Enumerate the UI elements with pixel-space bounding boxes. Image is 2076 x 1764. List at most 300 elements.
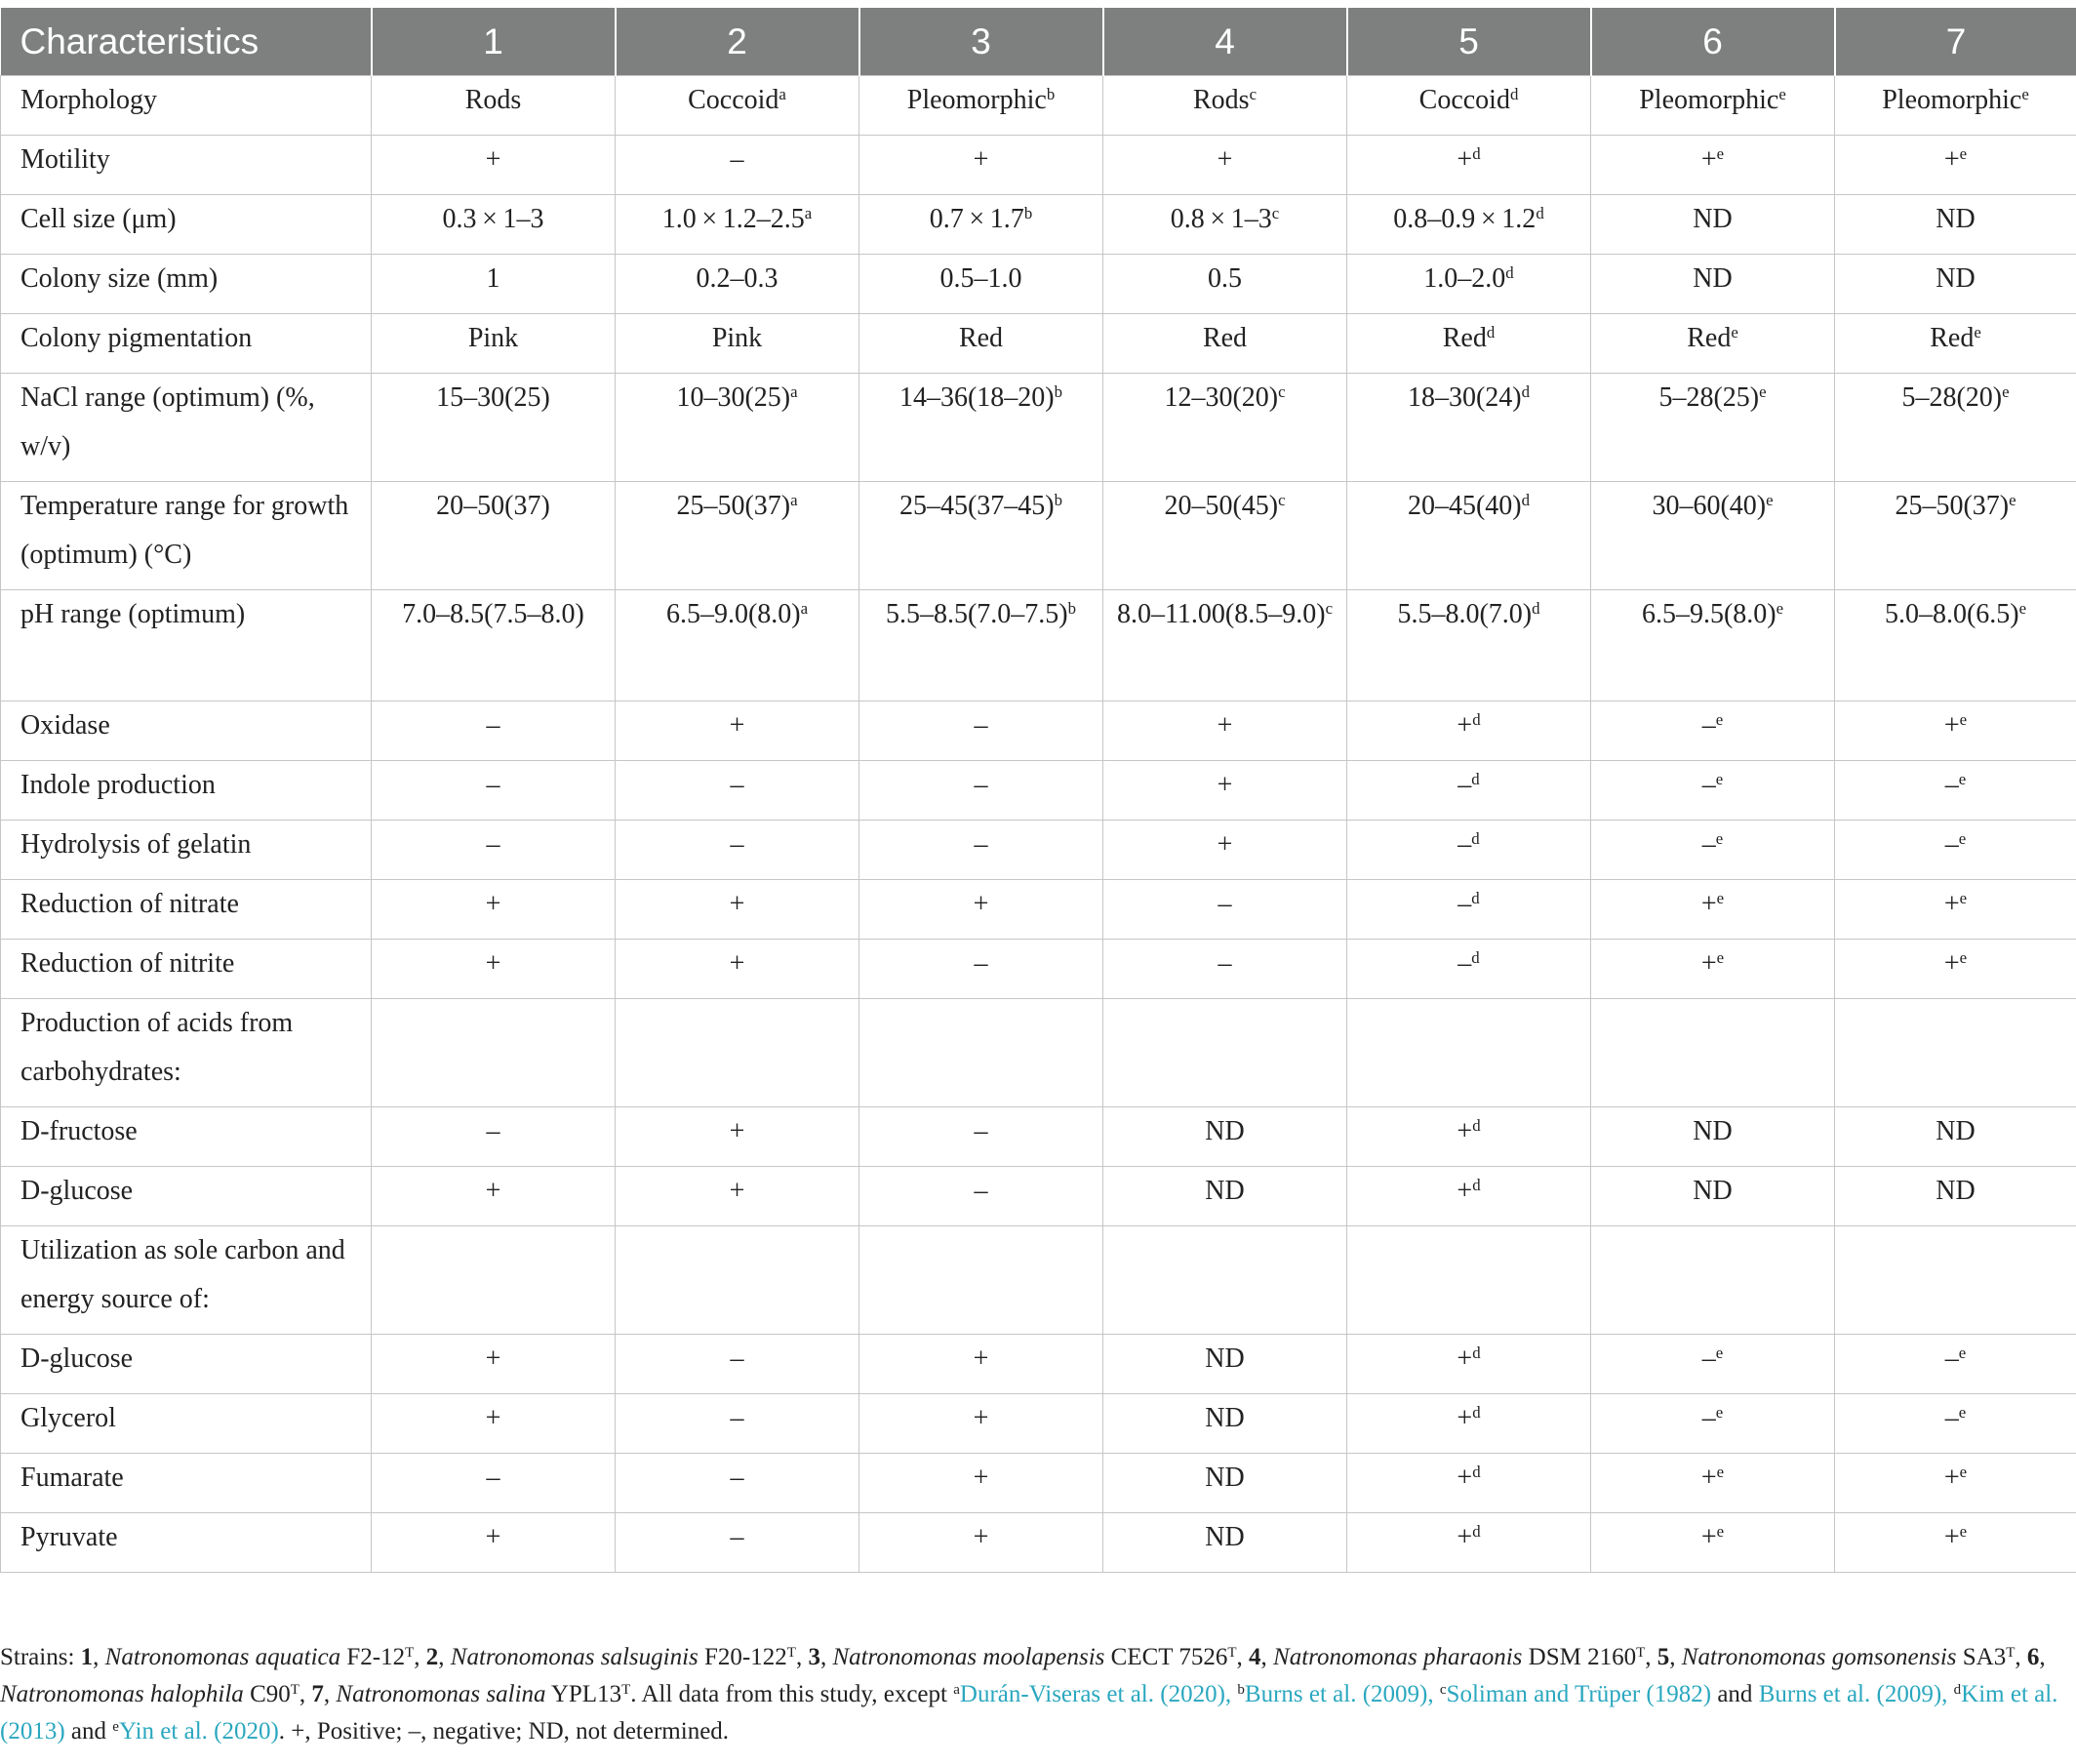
table-cell [1591,195,1835,255]
table-row [1,482,2076,590]
table-cell [859,590,1103,702]
strain-type-marker: T [786,1644,796,1661]
cell-footnote-marker: e [1715,1402,1724,1422]
cell-footnote-marker: e [1715,828,1724,848]
cell-value: 0.5 [1208,263,1242,294]
table-cell [1835,136,2076,195]
cell-value: + [1457,710,1473,741]
table-cell [372,1167,616,1226]
cell-value: – [1701,1343,1716,1374]
row-label: Utilization as sole carbon and energy source of: [1,1226,372,1335]
table-cell [616,136,859,195]
table-cell [1347,1167,1591,1226]
cell-value: – [730,829,744,860]
cell-value: + [973,144,989,175]
cell-footnote-marker: e [1958,1402,1967,1422]
table-cell [1591,1454,1835,1513]
cell-value: + [1457,1463,1473,1493]
cell-value: 25–45(37–45) [898,491,1055,521]
row-label: Indole production [1,761,372,821]
table-cell [1835,1394,2076,1454]
cell-value: 5.0–8.0(6.5) [1884,599,2019,629]
cell-value: ND [1936,1116,1976,1146]
cell-value: – [486,770,500,800]
table-cell [1347,761,1591,821]
cell-value: – [730,1343,744,1374]
table-cell [1835,702,2076,761]
table-body [1,76,2076,1573]
table-cell [1835,1513,2076,1573]
cell-footnote-marker: e [1959,1462,1968,1481]
strain-species: gomsonensis [1831,1644,1957,1670]
strain-entry: 4, Natronomonas pharaonis DSM $2160^T$, [1249,1644,1657,1670]
table-cell [1591,255,1835,314]
cell-value: + [729,948,745,979]
table-cell [1591,1394,1835,1454]
strain-number: 1 [80,1644,94,1670]
cell-footnote-marker: d [1521,381,1531,401]
cell-footnote-marker: e [1731,322,1738,341]
cell-value: – [974,1116,988,1146]
table-cell [1835,761,2076,821]
cell-footnote-marker: a [778,84,786,103]
cell-footnote-marker: d [1471,769,1480,788]
cell-value: + [1943,144,1960,175]
row-label: D-glucose [1,1167,372,1226]
table-cell [1347,1107,1591,1167]
table-cell [1103,821,1347,880]
cell-value: – [486,1116,500,1146]
table-row [1,590,2076,702]
strain-designation: SA3 [1956,1644,2007,1670]
table-cell [372,1107,616,1167]
cell-value: 25–50(37) [676,491,791,521]
cell-value: + [729,710,745,741]
table-cell [616,1513,859,1573]
strain-type-marker: T [1227,1644,1237,1661]
table-cell [1347,136,1591,195]
cell-value: ND [1693,1116,1733,1146]
table-cell [1835,314,2076,374]
cell-value: ND [1205,1176,1245,1206]
table-cell [859,702,1103,761]
cell-footnote-marker: e [1958,769,1967,788]
cell-footnote-marker: e [2002,381,2010,401]
cell-value: ND [1205,1463,1245,1493]
strain-designation: YPL13 [545,1681,622,1707]
strain-type-marker: T [290,1681,299,1698]
table-cell [616,590,859,702]
cell-value: – [974,829,988,860]
cell-value: Coccoid [1418,85,1510,115]
header-strain-4: 4 [1103,8,1347,76]
table-cell [616,195,859,255]
cell-value: + [485,1522,501,1552]
table-row [1,702,2076,761]
cell-footnote-marker: e [2018,598,2027,618]
table-row [1,1335,2076,1394]
cell-footnote-marker: d [1471,888,1480,907]
cell-value: 1 [486,263,500,294]
cell-value: + [1217,829,1233,860]
table-cell [372,702,616,761]
cell-value: 30–60(40) [1652,491,1767,521]
cell-value: + [1943,710,1960,741]
citation-link[interactable]: Soliman and Trüper (1982) [1446,1681,1712,1707]
table-cell [859,374,1103,482]
table-cell [1103,1226,1347,1335]
table-cell [616,880,859,940]
cell-footnote-marker: e [1716,1521,1725,1541]
cell-value: + [973,1522,989,1552]
cell-footnote-marker: c [1325,598,1334,618]
cell-footnote-marker: e [1959,143,1968,163]
cell-footnote-marker: a [804,203,813,222]
cell-value: 6.5–9.5(8.0) [1641,599,1777,629]
strain-number: 3 [808,1644,820,1670]
table-cell [372,1335,616,1394]
cell-value: ND [1205,1343,1245,1374]
cell-value: – [730,770,744,800]
cell-value: 14–36(18–20) [898,382,1055,413]
table-cell [372,940,616,999]
table-cell [1835,590,2076,702]
table-cell [859,1167,1103,1226]
cell-footnote-marker: d [1472,1115,1481,1135]
cell-value: ND [1693,263,1733,294]
table-cell [1591,1107,1835,1167]
table-cell [616,76,859,136]
cell-value: – [1218,948,1232,979]
table-cell [1347,195,1591,255]
table-cell [1103,76,1347,136]
cell-value: + [973,1463,989,1493]
table-cell [616,482,859,590]
strain-entry: 6, Natronomonas halophila $C90^T$, [0,1644,2046,1707]
header-strain-2: 2 [616,8,859,76]
strain-species: salina [486,1681,546,1707]
table-cell [1591,374,1835,482]
table-cell [1103,702,1347,761]
cell-value: + [1943,948,1960,979]
cell-value: 15–30(25) [436,382,550,413]
table-cell [859,821,1103,880]
citation-link[interactable]: Kim et al. (2013) [0,1681,2058,1744]
table-cell [616,821,859,880]
footnote-strains-prefix: Strains: [0,1644,81,1670]
citation-link[interactable]: Burns et al. (2009), [1758,1681,1954,1707]
table-cell [1591,314,1835,374]
strain-entry: 3, Natronomonas moolapensis CECT $7526^T$, [808,1644,1250,1670]
table-cell [1835,940,2076,999]
table-cell [1103,1107,1347,1167]
strain-species: halophila [149,1681,244,1707]
cell-footnote-marker: d [1472,1402,1481,1422]
cell-footnote-marker: c [1278,381,1286,401]
cell-value: + [973,1343,989,1374]
header-strain-1: 1 [372,8,616,76]
table-cell [1103,1167,1347,1226]
cell-value: 25–50(37) [1895,491,2010,521]
citation-link[interactable]: Yin et al. (2020) [118,1718,279,1744]
table-row [1,821,2076,880]
cell-value: + [1700,1463,1717,1493]
table-cell [1591,1226,1835,1335]
row-label: Hydrolysis of gelatin [1,821,372,880]
header-row [1,8,2076,76]
cell-value: ND [1205,1116,1245,1146]
row-label: Reduction of nitrate [1,880,372,940]
cell-footnote-marker: d [1505,262,1514,282]
footnote-data-intro: . All data from this study, except [630,1681,954,1707]
cell-value: + [1700,948,1717,979]
cell-value: – [1457,948,1472,979]
strain-number: 2 [425,1644,439,1670]
row-label: D-fructose [1,1107,372,1167]
table-cell [1347,940,1591,999]
cell-footnote-marker: d [1472,1343,1481,1362]
table-cell [1347,1226,1591,1335]
cell-footnote-marker: a [800,598,809,618]
table-cell [616,999,859,1107]
table-cell [1103,590,1347,702]
cell-footnote-marker: e [1778,84,1786,103]
table-row [1,1394,2076,1454]
table-cell [1591,136,1835,195]
cell-value: + [1700,144,1717,175]
cell-value: 0.2–0.3 [696,263,778,294]
row-label: Fumarate [1,1454,372,1513]
table-cell [1835,255,2076,314]
table-cell [372,136,616,195]
table-row [1,314,2076,374]
strain-genus: Natronomonas [450,1644,595,1670]
row-label: D-glucose [1,1335,372,1394]
cell-value: – [486,829,500,860]
cell-value: ND [1205,1522,1245,1552]
cell-value: + [1700,889,1717,919]
table-cell [1347,374,1591,482]
table-cell [1835,1454,2076,1513]
strain-genus: Natronomonas [1681,1644,1826,1670]
table-cell [372,761,616,821]
cell-value: Pink [467,323,519,353]
table-cell [616,1167,859,1226]
cell-footnote-marker: b [1054,381,1063,401]
cell-value: – [1457,770,1472,800]
row-label: Morphology [1,76,372,136]
cell-footnote-marker: e [1959,709,1968,729]
table-row [1,76,2076,136]
table-cell [616,1394,859,1454]
table-cell [1347,821,1591,880]
citation-link[interactable]: Durán-Viseras et al. (2020), [959,1681,1238,1707]
cell-value: – [486,710,500,741]
cell-value: 0.8 × 1–3 [1170,204,1272,234]
row-label: NaCl range (optimum) (%, w/v) [1,374,372,482]
cell-value: 5.5–8.0(7.0) [1397,599,1533,629]
table-row [1,1167,2076,1226]
table-cell [1591,821,1835,880]
cell-value: – [1701,770,1716,800]
table-cell [616,940,859,999]
table-cell [859,1513,1103,1573]
table-cell [859,1226,1103,1335]
table-cell [1347,590,1591,702]
cell-value: 5.5–8.5(7.0–7.5) [885,599,1068,629]
table-cell [1347,1335,1591,1394]
cell-value: – [1457,889,1472,919]
table-cell [1103,195,1347,255]
cell-value: Pleomorphic [906,85,1047,115]
cell-value: 6.5–9.0(8.0) [665,599,801,629]
cell-value: Rods [464,85,522,115]
cell-value: + [729,889,745,919]
table-cell [859,136,1103,195]
table-cell [1835,1167,2076,1226]
table-cell [1835,76,2076,136]
table-cell [1347,482,1591,590]
cell-footnote-marker: e [1776,598,1784,618]
cell-value: 7.0–8.5(7.5–8.0) [402,599,584,629]
table-cell [1591,940,1835,999]
strain-number: 5 [1657,1644,1670,1670]
footnote-and: and [1711,1681,1759,1707]
table-row [1,195,2076,255]
row-label: Colony pigmentation [1,314,372,374]
cell-value: – [730,1522,744,1552]
cell-value: + [973,1403,989,1433]
strain-entry: 5, Natronomonas gomsonensis $SA3^T$, [1657,1644,2027,1670]
cell-value: + [485,144,501,175]
cell-footnote-marker: e [1958,828,1967,848]
cell-value: – [1457,829,1472,860]
header-strain-6: 6 [1591,8,1835,76]
table-row [1,1513,2076,1573]
cell-value: 20–50(37) [436,491,550,521]
table-cell [1835,1107,2076,1167]
cell-footnote-marker: c [1249,84,1258,103]
strain-number: 7 [311,1681,324,1707]
table-row [1,374,2076,482]
cell-value: Red [1202,323,1248,353]
cell-value: + [1943,889,1960,919]
table-header [1,8,2076,76]
table-cell [1103,880,1347,940]
table-cell [1103,374,1347,482]
table-cell [1347,1394,1591,1454]
cell-value: Red [1930,323,1975,353]
footnote-and: and [64,1718,113,1744]
cell-footnote-marker: e [1959,1521,1968,1541]
table-cell [372,999,616,1107]
header-strain-5: 5 [1347,8,1591,76]
table-row [1,255,2076,314]
table-cell [1103,1454,1347,1513]
citation-link[interactable]: Burns et al. (2009), [1244,1681,1440,1707]
table-cell [1591,1513,1835,1573]
cell-footnote-marker: d [1472,709,1481,729]
table-cell [1835,999,2076,1107]
strain-species: aquatica [255,1644,341,1670]
table-cell [1103,761,1347,821]
table-cell [1347,314,1591,374]
table-row [1,761,2076,821]
cell-footnote-marker: e [1716,888,1725,907]
strain-entry: 2, Natronomonas salsuginis $F20-122^T$, [425,1644,809,1670]
cell-value: + [485,948,501,979]
strain-entry: 1, Natronomonas aquatica $F2-12^T$, [80,1644,426,1670]
strain-genus: Natronomonas [0,1681,144,1707]
table-cell [859,761,1103,821]
cell-footnote-marker: e [1974,322,1981,341]
table-cell [859,195,1103,255]
table-cell [1103,314,1347,374]
table-cell [616,1226,859,1335]
cell-value: + [1217,144,1233,175]
cell-value: + [973,889,989,919]
cell-value: 20–45(40) [1407,491,1522,521]
strain-designation: DSM 2160 [1522,1644,1637,1670]
cell-value: + [1457,1176,1473,1206]
cell-value: Rods [1192,85,1250,115]
footnote-legend: . +, Positive; –, negative; ND, not determined. [278,1718,730,1744]
table-cell [1103,940,1347,999]
table-cell [1591,702,1835,761]
table-cell [1347,76,1591,136]
cell-value: 10–30(25) [676,382,791,413]
table-cell [859,1107,1103,1167]
cell-value: ND [1936,204,1976,234]
cell-value: 18–30(24) [1407,382,1522,413]
table-cell [616,702,859,761]
cell-footnote-marker: e [1958,1343,1967,1362]
cell-footnote-marker: e [1716,1462,1725,1481]
table-cell [1835,374,2076,482]
cell-value: – [486,1463,500,1493]
strain-genus: Natronomonas [336,1681,481,1707]
row-label: Motility [1,136,372,195]
cell-footnote-marker: d [1472,1521,1481,1541]
cell-value: – [730,1403,744,1433]
cell-value: 0.3 × 1–3 [442,204,544,234]
table-cell [372,1226,616,1335]
cell-footnote-marker: a [790,381,798,401]
row-label: Oxidase [1,702,372,761]
cell-value: + [1217,770,1233,800]
cell-value: + [485,1343,501,1374]
cell-value: + [485,889,501,919]
table-cell [1103,999,1347,1107]
row-label: Pyruvate [1,1513,372,1573]
table-cell [1347,1513,1591,1573]
cell-footnote-marker: d [1472,143,1481,163]
table-cell [372,482,616,590]
strain-designation: CECT 7526 [1104,1644,1228,1670]
table-cell [1347,702,1591,761]
cell-footnote-marker: b [1023,203,1033,222]
table-cell [372,821,616,880]
table-cell [372,314,616,374]
header-strain-3: 3 [859,8,1103,76]
cell-value: + [1700,1522,1717,1552]
strain-designation: F2-12 [340,1644,406,1670]
table-cell [1591,1335,1835,1394]
cell-value: 12–30(20) [1164,382,1279,413]
cell-footnote-marker: d [1486,322,1496,341]
cell-value: ND [1693,204,1733,234]
cell-value: – [1701,710,1716,741]
